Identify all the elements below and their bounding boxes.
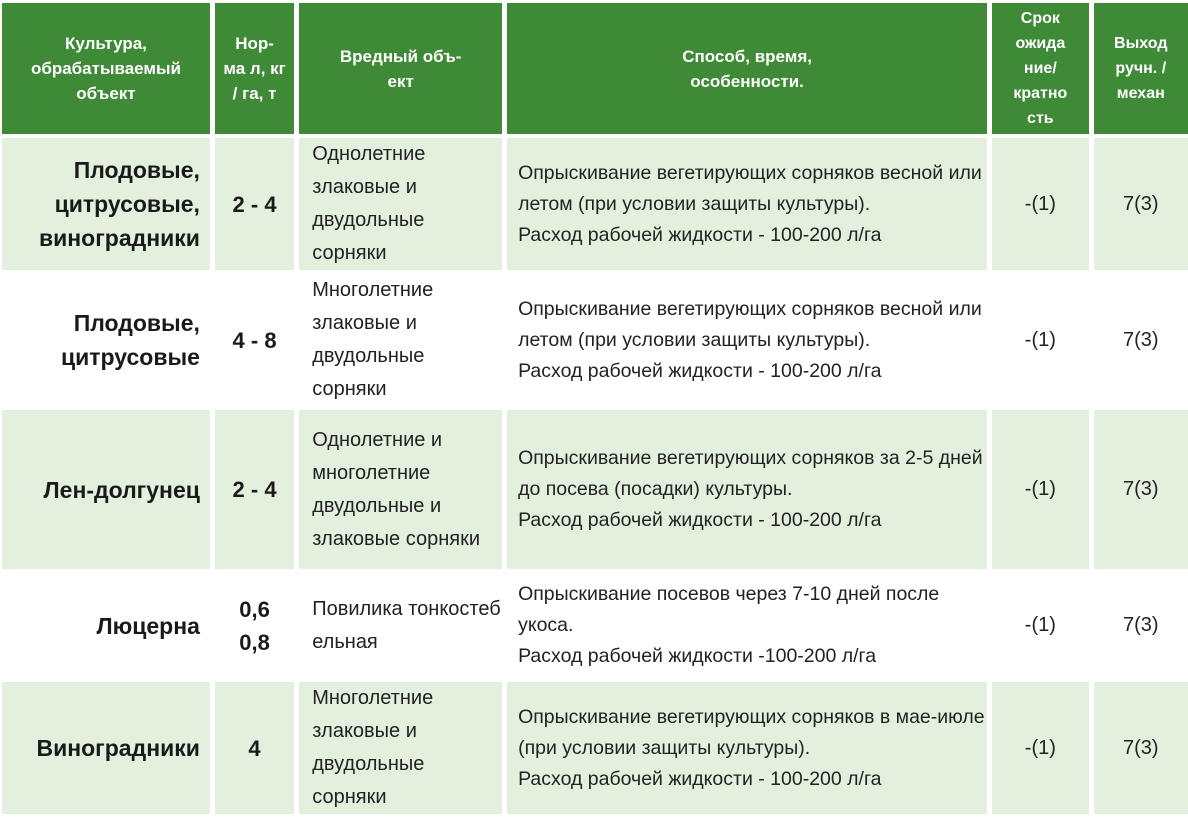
- pest-cell: Повилика тонкостебельная: [299, 573, 502, 678]
- consumption-text: Расход рабочей жидкости - 100-200 л/га: [518, 223, 882, 246]
- pest-cell: Многолетние злаковые и двудольные сорняки: [299, 274, 502, 406]
- consumption-text: Расход рабочей жидкости -100-200 л/га: [518, 645, 877, 667]
- consumption-text: Расход рабочей жидкости - 100-200 л/га: [518, 767, 882, 790]
- table-row: [2, 682, 1188, 814]
- pest-cell: Однолетние и многолетние двудольные и злаковые сорняки: [299, 410, 502, 569]
- exit-cell: 7(3): [1094, 274, 1188, 406]
- table-row: [2, 573, 1188, 678]
- exit-cell: 7(3): [1094, 410, 1188, 569]
- method-cell: [507, 682, 987, 814]
- crop-cell: Плодовые, цитрусовые: [2, 274, 210, 406]
- exit-cell: 7(3): [1094, 573, 1188, 678]
- crop-cell: Люцерна: [2, 573, 210, 678]
- wait-cell: -(1): [992, 274, 1088, 406]
- method-text: Опрыскивание вегетирующих сорняков в мае-июле (при условии защиты культуры).: [518, 705, 985, 759]
- rate-cell: 0,6 0,8: [215, 573, 294, 678]
- header-crop: Культура, обрабатываемый объект: [2, 3, 210, 134]
- table-row: [2, 274, 1188, 406]
- method-cell: [507, 274, 987, 406]
- header-method: Способ, время, особенности.: [507, 3, 987, 134]
- table-row: [2, 138, 1188, 270]
- rate-cell: 4: [215, 682, 294, 814]
- method-cell: [507, 573, 987, 678]
- method-cell: [507, 410, 987, 569]
- header-rate: Нор- ма л, кг / га, т: [215, 3, 294, 134]
- wait-cell: -(1): [992, 410, 1088, 569]
- header-wait: Срок ожида ние/ кратно сть: [992, 3, 1088, 134]
- crop-cell: Лен-долгунец: [2, 410, 210, 569]
- method-text: Опрыскивание посевов через 7-10 дней после укоса.: [518, 583, 940, 636]
- method-text: Опрыскивание вегетирующих сорняков за 2-5 дней до посева (посадки) культуры.: [518, 447, 983, 500]
- rate-cell: 2 - 4: [215, 138, 294, 270]
- consumption-text: Расход рабочей жидкости - 100-200 л/га: [518, 359, 882, 382]
- rate-cell: 4 - 8: [215, 274, 294, 406]
- consumption-text: Расход рабочей жидкости - 100-200 л/га: [518, 509, 882, 531]
- pest-cell: Однолетние злаковые и двудольные сорняки: [299, 138, 502, 270]
- method-text: Опрыскивание вегетирующих сорняков весной или летом (при условии защиты культуры).: [518, 297, 982, 351]
- rate-cell: 2 - 4: [215, 410, 294, 569]
- crop-cell: Плодовые, цитрусовые, виноградники: [2, 138, 210, 270]
- crop-cell: Виноградники: [2, 682, 210, 814]
- wait-cell: -(1): [992, 573, 1088, 678]
- table-row: [2, 410, 1188, 569]
- exit-cell: 7(3): [1094, 682, 1188, 814]
- header-exit: Выход ручн. /механ: [1094, 3, 1188, 134]
- wait-cell: -(1): [992, 138, 1088, 270]
- header-pest: Вредный объ- ект: [299, 3, 502, 134]
- pest-cell: Многолетние злаковые и двудольные сорняки: [299, 682, 502, 814]
- method-cell: [507, 138, 987, 270]
- header-row: [2, 3, 1188, 134]
- exit-cell: 7(3): [1094, 138, 1188, 270]
- wait-cell: -(1): [992, 682, 1088, 814]
- method-text: Опрыскивание вегетирующих сорняков весной или летом (при условии защиты культуры).: [518, 161, 982, 215]
